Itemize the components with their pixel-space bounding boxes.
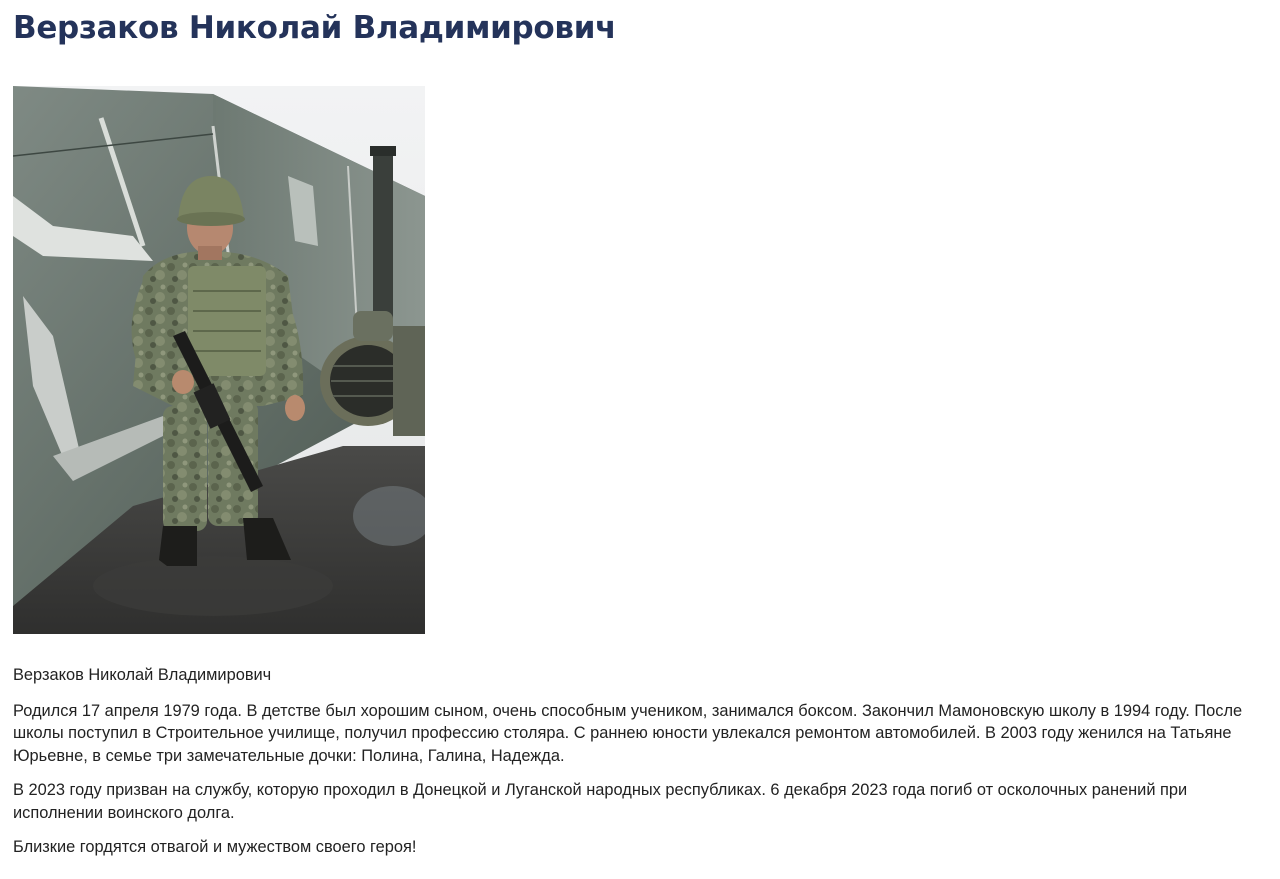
biography-paragraph: Родился 17 апреля 1979 года. В детстве был хорошим сыном, очень способным учеником, занимался боксом. Закончил Мамоновскую школу в 1994 году. После школы поступил в Строительное училище, получил профессию столяра. С раннею юности увлекался ремонтом автомобилей. В 2003 году женился на Татьяне Юрьевне, в семье три замечательные дочки: Полина, Галина, Надежда. bbox=[13, 701, 1243, 765]
biography-paragraph: Близкие гордятся отвагой и мужеством своего героя! bbox=[13, 838, 417, 856]
soldier-photo bbox=[13, 86, 425, 634]
biography-name: Верзаков Николай Владимирович bbox=[13, 666, 272, 684]
page-title: Верзаков Николай Владимирович bbox=[13, 10, 617, 46]
biography bbox=[13, 664, 1271, 871]
biography-paragraph: В 2023 году призван на службу, которую проходил в Донецкой и Луганской народных республиках. 6 декабря 2023 года погиб от осколочных ранений при исполнении воинского долга. bbox=[13, 781, 1188, 822]
